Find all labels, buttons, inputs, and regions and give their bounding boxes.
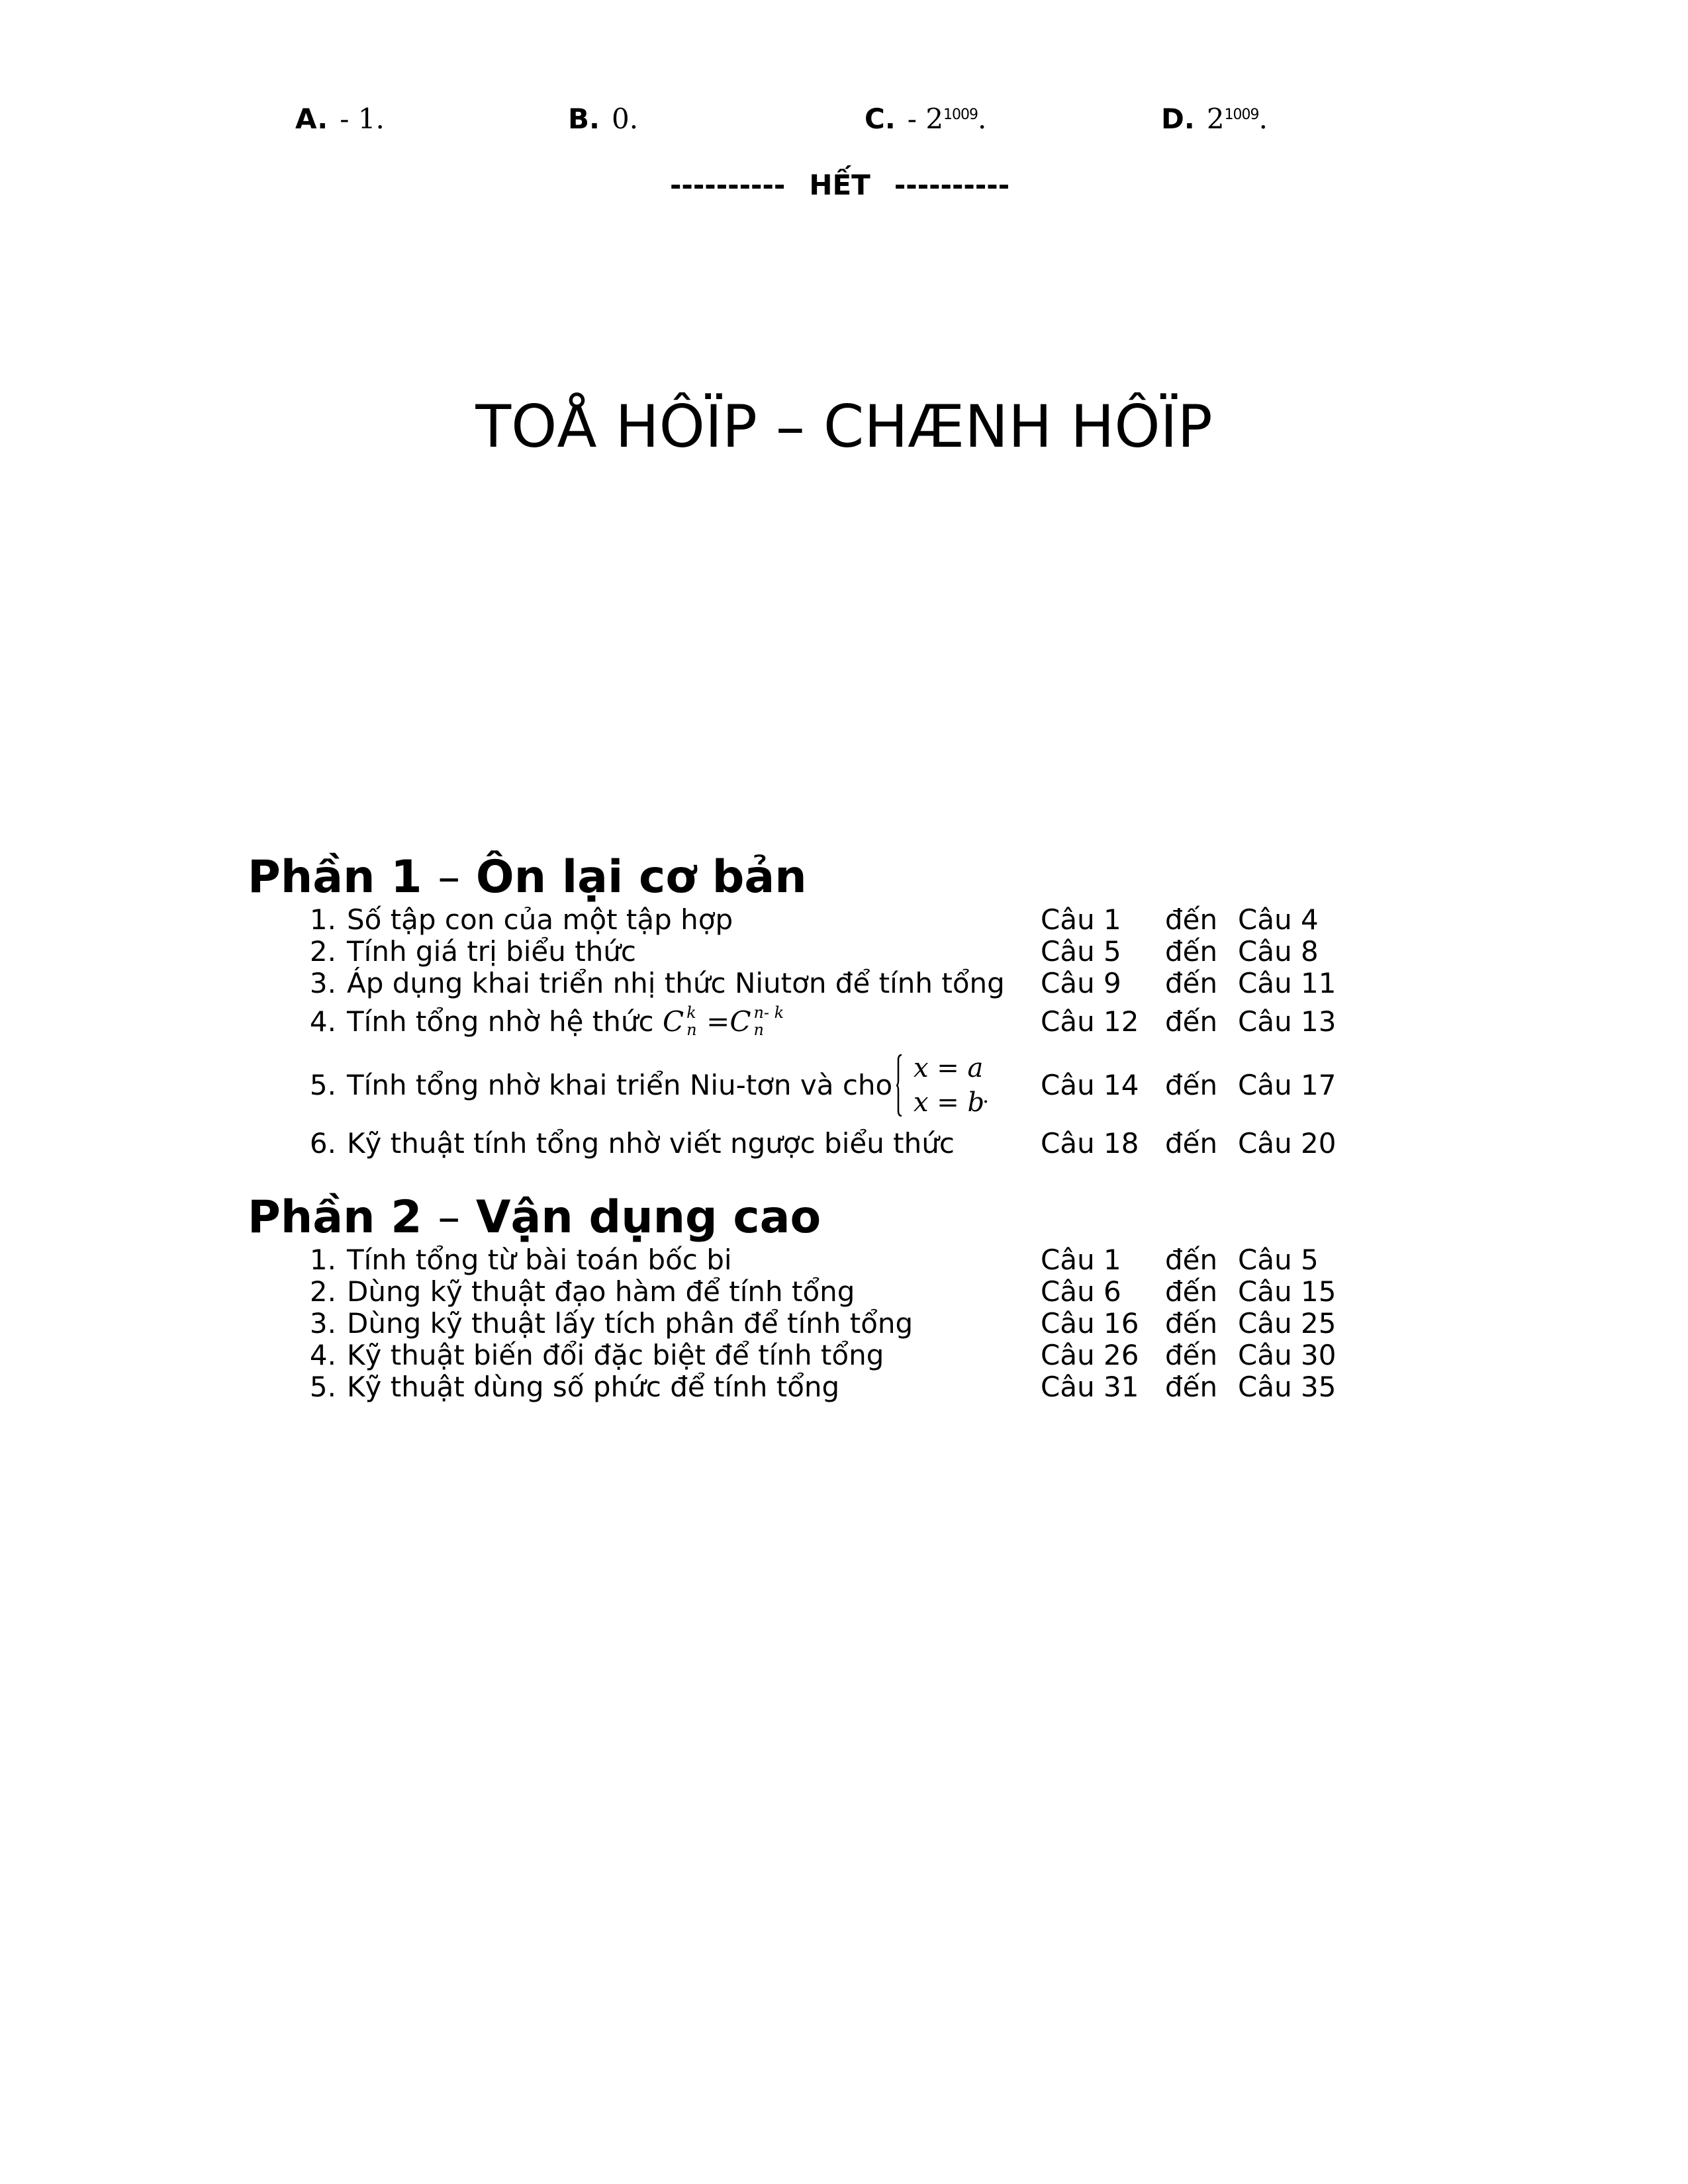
answer-option-d: D. $2^{1009}$. [1161, 103, 1268, 135]
answer-option-c: C. - $2^{1009}$. [865, 103, 987, 135]
list-item: 5. Tính tổng nhờ khai triển Niu-tơn và cho Câu 14 đến Câu 17 [309, 1069, 1336, 1101]
part1-heading: Phần 1 – Ôn lại cơ bản [248, 851, 807, 903]
answer-option-b: B. 0. [568, 103, 639, 135]
exponent: 1009 [943, 107, 978, 123]
list-item: 2. Tính giá trị biểu thức Câu 5 đến Câu 8 [309, 935, 1319, 968]
exponent: 1009 [1224, 107, 1259, 123]
list-item: 1. Tính tổng từ bài toán bốc bi Câu 1 đến Câu 5 [309, 1244, 1319, 1276]
list-item: 2. Dùng kỹ thuật đạo hàm để tính tổng Câu 6 đến Câu 15 [309, 1275, 1336, 1308]
end-marker: ---------- HẾT ---------- [670, 169, 1010, 201]
list-item: 3. Áp dụng khai triển nhị thức Niutơn để tính tổng Câu 9 đến Câu 11 [309, 967, 1336, 999]
brace-icon [896, 1054, 903, 1117]
equation-system: x = a x = b . [896, 1048, 989, 1121]
list-item: 1. Số tập con của một tập hợp Câu 1 đến Câu 4 [309, 903, 1319, 936]
answer-option-a: A. - 1. [295, 103, 385, 135]
list-item: 5. Kỹ thuật dùng số phức để tính tổng Câu 31 đến Câu 35 [309, 1371, 1336, 1403]
part2-heading: Phần 2 – Vận dụng cao [248, 1191, 821, 1244]
page-title: TOÅ HÔÏP – CHÆNH HÔÏP [475, 392, 1213, 461]
list-item: 6. Kỹ thuật tính tổng nhờ viết ngược biểu thức Câu 18 đến Câu 20 [309, 1127, 1336, 1160]
list-item: 3. Dùng kỹ thuật lấy tích phân để tính tổng Câu 16 đến Câu 25 [309, 1307, 1336, 1340]
combination-formula: C k n =C n- k n [662, 1003, 784, 1039]
list-item: 4. Kỹ thuật biến đổi đặc biệt để tính tổng Câu 26 đến Câu 30 [309, 1339, 1336, 1371]
list-item: 4. Tính tổng nhờ hệ thức C k n =C n- k n Câu 12 đến Câu 13 [309, 1003, 1336, 1039]
